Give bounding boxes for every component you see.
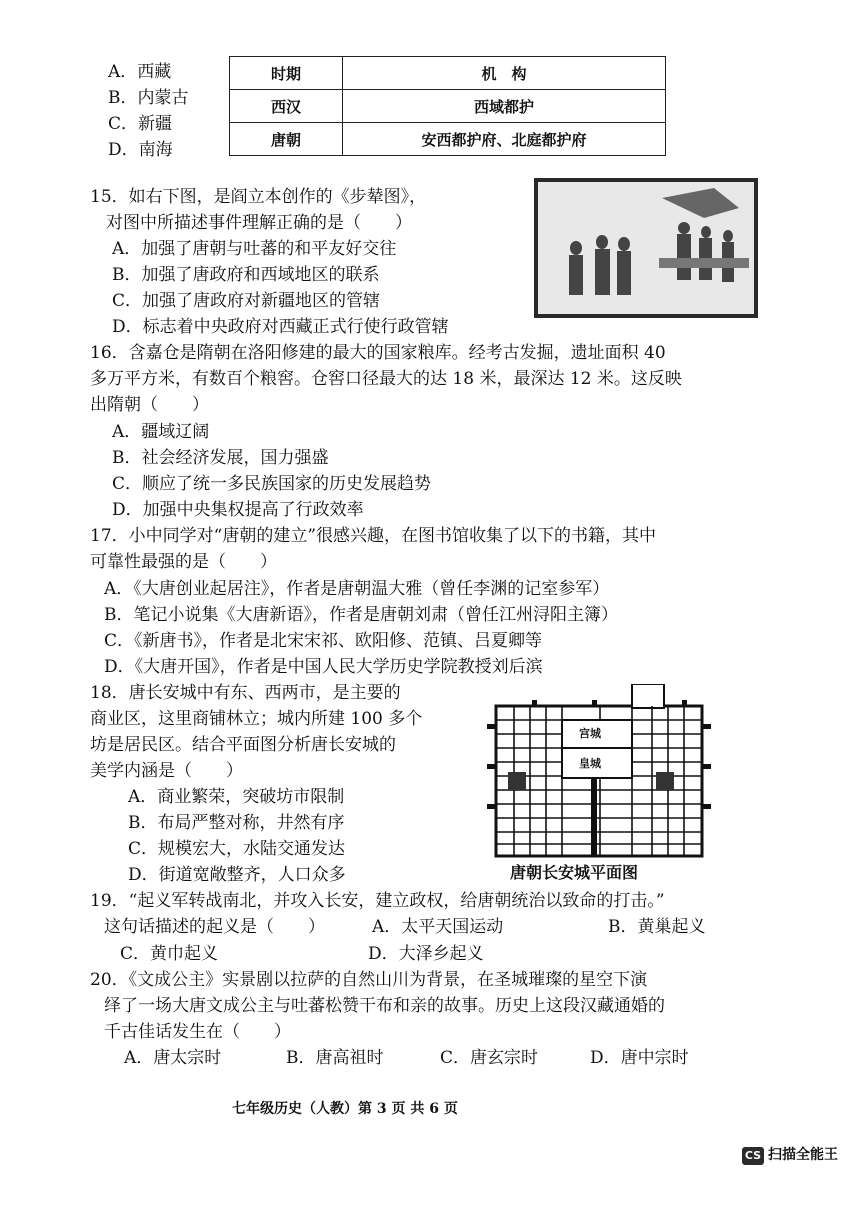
q16-stem-line-2: 多万平方米，有数百个粮窖。仓窖口径最大的达 18 米，最深达 12 米。这反映 — [90, 369, 682, 389]
q15-option-c: C．加强了唐政府对新疆地区的管辖 — [112, 291, 381, 311]
q14-option-a: A．西藏 — [108, 62, 172, 82]
q19-stem-line-2: 这句话描述的起义是（ ） — [104, 917, 325, 937]
table-header-cell: 机 构 — [343, 57, 666, 90]
q17-stem-line-1: 17．小中同学对“唐朝的建立”很感兴趣，在图书馆收集了以下的书籍，其中 — [90, 526, 657, 546]
q17-option-d: D．《大唐开国》，作者是中国人民大学历史学院教授刘后滨 — [104, 657, 543, 677]
table-row — [230, 123, 666, 156]
q20-option-c: C．唐玄宗时 — [440, 1048, 539, 1068]
q16-option-b: B．社会经济发展，国力强盛 — [112, 448, 329, 468]
q18-stem-line-3: 坊是居民区。结合平面图分析唐长安城的 — [90, 735, 396, 755]
institution-table — [229, 56, 666, 156]
q15-option-b: B．加强了唐政府和西域地区的联系 — [112, 265, 380, 285]
q20-option-b: B．唐高祖时 — [286, 1048, 384, 1068]
q16-option-a: A．疆域辽阔 — [112, 422, 210, 442]
table-header-cell: 时期 — [230, 57, 343, 90]
scanner-watermark — [742, 1144, 838, 1165]
q20-stem-line-3: 千古佳话发生在（ ） — [104, 1022, 291, 1042]
q15-option-d: D．标志着中央政府对西藏正式行使行政管辖 — [112, 317, 449, 337]
q20-stem-line-2: 绎了一场大唐文成公主与吐蕃松赞干布和亲的故事。历史上这段汉藏通婚的 — [104, 996, 665, 1016]
q18-option-a: A．商业繁荣，突破坊市限制 — [128, 787, 345, 807]
q18-option-d: D．街道宽敞整齐，人口众多 — [128, 865, 346, 885]
q17-stem-line-2: 可靠性最强的是（ ） — [90, 552, 277, 572]
q20-option-d: D．唐中宗时 — [590, 1048, 689, 1068]
q19-option-a: A．太平天国运动 — [372, 917, 504, 937]
map-caption: 唐朝长安城平面图 — [510, 863, 639, 882]
q15-stem-line-2: 对图中所描述事件理解正确的是（ ） — [106, 213, 412, 233]
q20-stem-line-1: 20．《文成公主》实景剧以拉萨的自然山川为背景，在圣城璀璨的星空下演 — [90, 970, 648, 990]
page-footer: 七年级历史（人教）第 3 页 共 6 页 — [232, 1101, 458, 1117]
table-row — [230, 90, 666, 123]
q17-option-b: B．笔记小说集《大唐新语》，作者是唐朝刘肃（曾任江州浔阳主簿） — [104, 605, 618, 625]
table-cell: 唐朝 — [230, 123, 343, 156]
q16-option-d: D．加强中央集权提高了行政效率 — [112, 500, 364, 520]
q19-option-c: C．黄巾起义 — [120, 944, 219, 964]
q17-option-a: A．《大唐创业起居注》，作者是唐朝温大雅（曾任李渊的记室参军） — [104, 579, 610, 599]
table-header-row — [230, 57, 666, 90]
watermark-text: 扫描全能王 — [768, 1147, 838, 1163]
q14-option-b: B．内蒙古 — [108, 88, 189, 108]
q16-stem-line-3: 出隋朝（ ） — [90, 395, 209, 415]
q15-stem-line-1: 15．如右下图，是阎立本创作的《步辇图》， — [90, 187, 427, 207]
q18-stem-line-1: 18．唐长安城中有东、西两市，是主要的 — [90, 683, 401, 703]
table-cell: 西汉 — [230, 90, 343, 123]
q14-option-c: C．新疆 — [108, 114, 173, 134]
q18-option-c: C．规模宏大，水陆交通发达 — [128, 839, 346, 859]
map-label-imperial-city: 皇城 — [579, 757, 601, 770]
q19-stem-line-1: 19．“起义军转战南北，并攻入长安，建立政权，给唐朝统治以致命的打击。” — [90, 891, 665, 911]
q14-option-d: D．南海 — [108, 140, 173, 160]
q20-option-a: A．唐太宗时 — [124, 1048, 222, 1068]
q16-option-c: C．顺应了统一多民族国家的历史发展趋势 — [112, 474, 432, 494]
changan-city-map — [482, 684, 716, 860]
map-label-palace-city: 宫城 — [579, 727, 601, 740]
table-cell: 西域都护 — [343, 90, 666, 123]
q18-option-b: B．布局严整对称，井然有序 — [128, 813, 345, 833]
q19-option-b: B．黄巢起义 — [608, 917, 706, 937]
q16-stem-line-1: 16．含嘉仓是隋朝在洛阳修建的最大的国家粮库。经考古发掘，遗址面积 40 — [90, 343, 666, 363]
q19-option-d: D．大泽乡起义 — [368, 944, 484, 964]
cs-badge-icon: CS — [742, 1147, 764, 1165]
table-cell: 安西都护府、北庭都护府 — [343, 123, 666, 156]
q18-stem-line-4: 美学内涵是（ ） — [90, 761, 243, 781]
q17-option-c: C．《新唐书》，作者是北宋宋祁、欧阳修、范镇、吕夏卿等 — [104, 631, 543, 651]
bunian-painting-image — [534, 178, 758, 318]
q15-option-a: A．加强了唐朝与吐蕃的和平友好交往 — [112, 239, 397, 259]
q18-stem-line-2: 商业区，这里商铺林立；城内所建 100 多个 — [90, 709, 423, 729]
